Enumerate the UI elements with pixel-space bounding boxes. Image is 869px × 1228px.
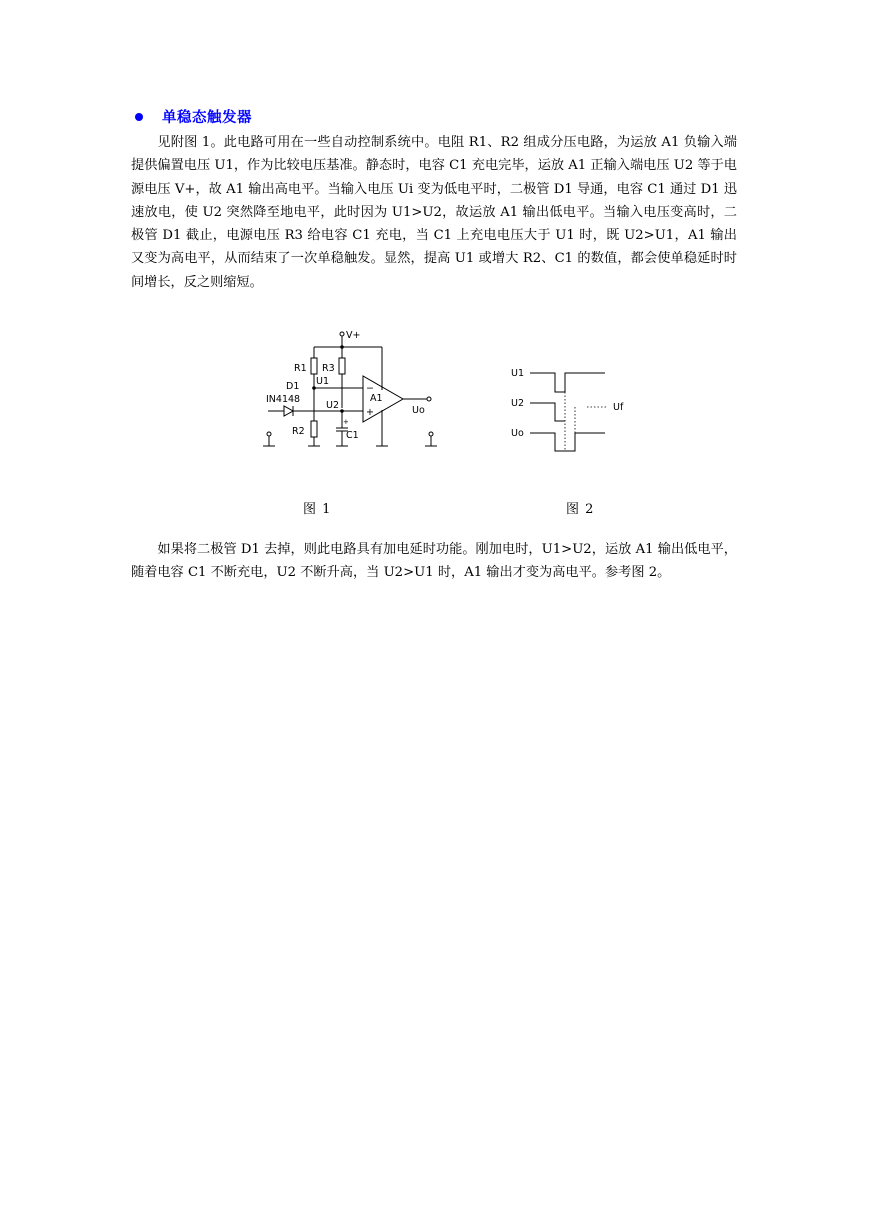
label-a1: A1 xyxy=(370,393,383,404)
label-u1-wave: U1 xyxy=(511,368,524,379)
section-heading xyxy=(133,106,252,127)
label-uo-wave: Uo xyxy=(511,428,524,439)
label-uo: Uo xyxy=(412,405,425,416)
label-d1-part: IN4148 xyxy=(266,394,301,405)
label-u2-wave: U2 xyxy=(511,398,524,409)
label-minus-input: − xyxy=(366,383,374,394)
circuit-diagram xyxy=(262,325,442,455)
figure2-caption: 图 2 xyxy=(566,502,595,517)
section-title: 单稳态触发器 xyxy=(162,110,252,126)
label-plus-input: + xyxy=(366,407,374,418)
label-u2: U2 xyxy=(326,400,339,411)
bullet-icon xyxy=(135,113,143,121)
label-u1: U1 xyxy=(316,376,329,387)
label-r2: R2 xyxy=(292,426,305,437)
label-c1: C1 xyxy=(346,430,359,441)
timing-diagram xyxy=(505,363,630,457)
paragraph-delay: 如果将二极管 D1 去掉，则此电路具有加电延时功能。刚加电时，U1>U2，运放 A1 输出低电平，随着电容 C1 不断充电，U2 不断升高，当 U2>U1 时，A1 输出才变为高电平。参考图 2。 xyxy=(131,542,737,581)
label-r1: R1 xyxy=(294,363,307,374)
label-r3: R3 xyxy=(322,363,335,374)
figure1-caption: 图 1 xyxy=(303,502,332,517)
label-vplus: V+ xyxy=(346,330,361,341)
label-d1: D1 xyxy=(286,381,300,392)
label-uf: Uf xyxy=(613,402,624,413)
paragraph-description: 见附图 1。此电路可用在一些自动控制系统中。电阻 R1、R2 组成分压电路，为运放 A1 负输入端提供偏置电压 U1，作为比较电压基准。静态时，电容 C1 充电完毕，运放 A1 正输入端电压 U2 等于电源电压 V+，故 A1 输出高电平。当输入电压 Ui 变为低电平时，二极管 D1 导通，电容 C1 通过 D1 迅速放电，使 U2 突然降至地电平，此时因为 U1>U2，故运放 A1 输出低电平。当输入电压变高时，二极管 D1 截止，电源电压 R3 给电容 C1 充电，当 C1 上充电电压大于 U1 时，既 U2>U1，A1 输出又变为高电平，从而结束了一次单稳触发。显然，提高 U1 或增大 R2、C1 的数值，都会使单稳延时时间增长，反之则缩短。 xyxy=(131,135,737,290)
label-cap-plus: + xyxy=(343,418,349,426)
